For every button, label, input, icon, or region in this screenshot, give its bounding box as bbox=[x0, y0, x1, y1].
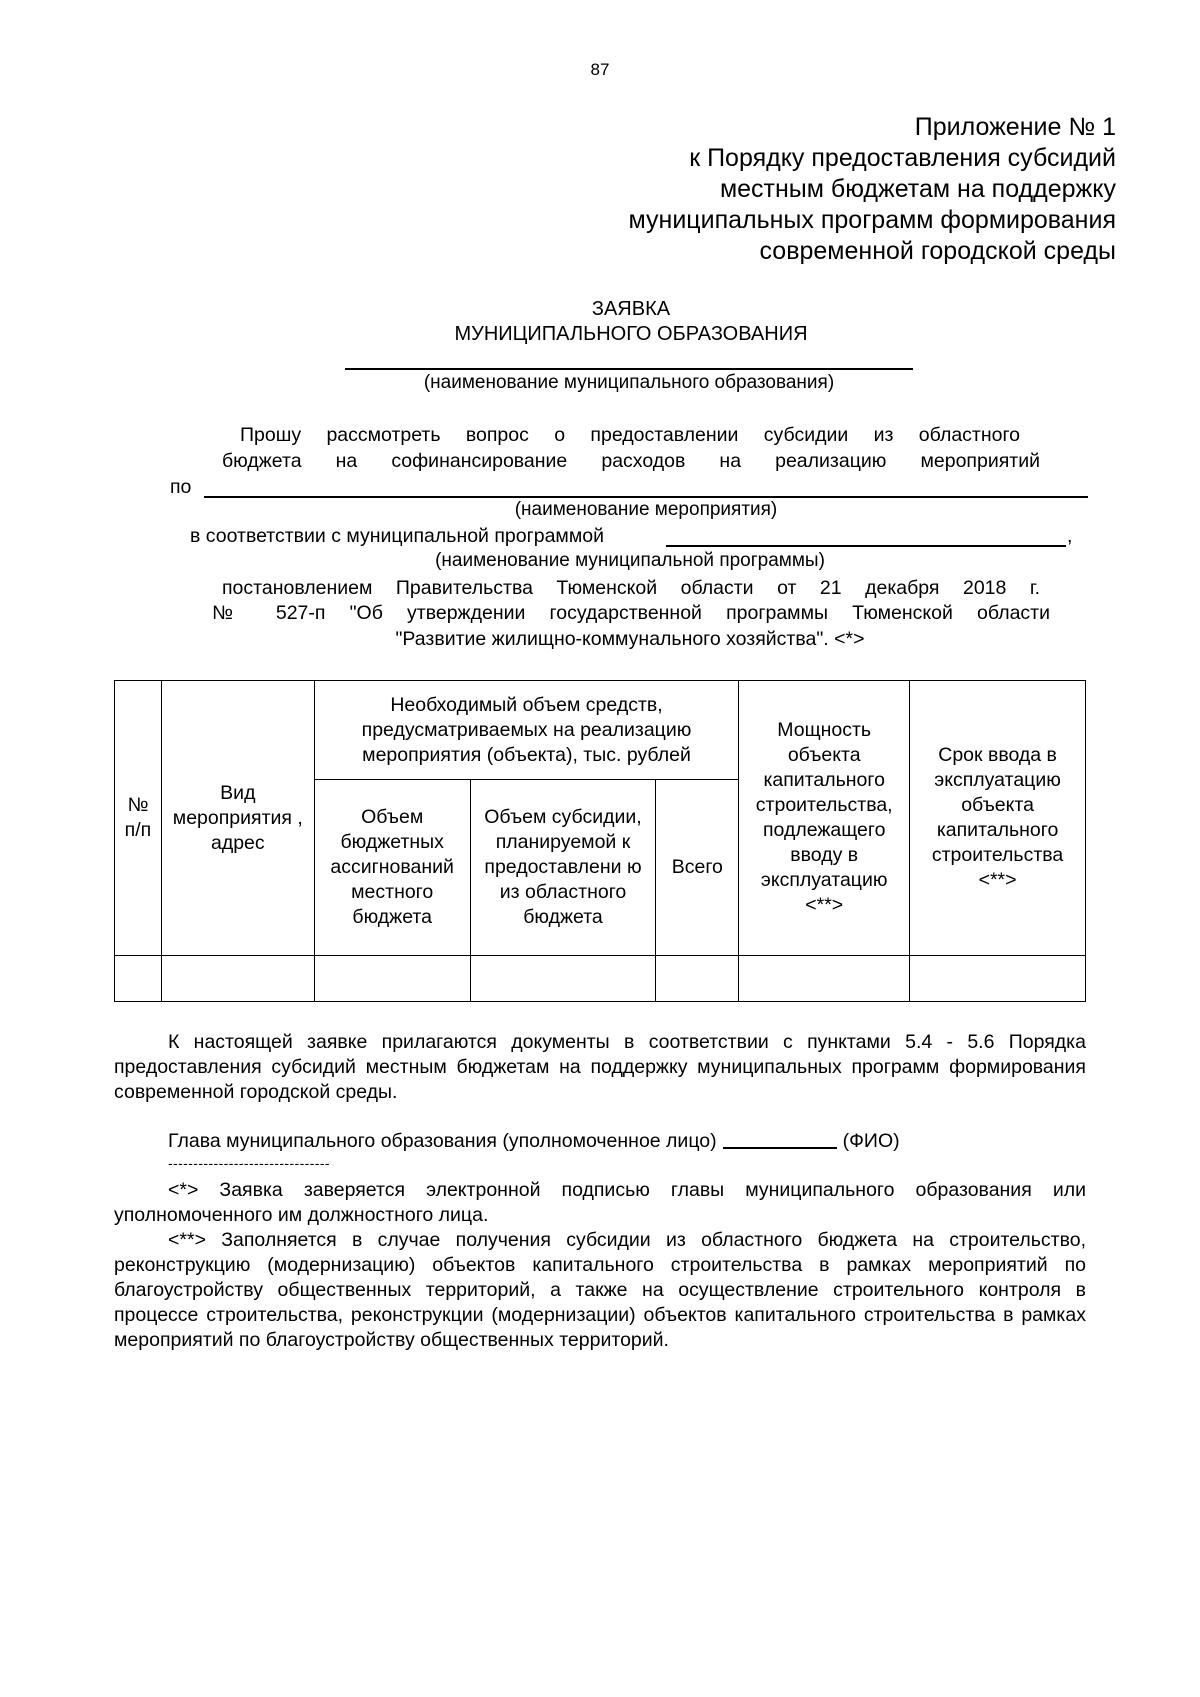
col-subsidy-header: Объем субсидии, планируемой к предоставлени ю из областного бюджета bbox=[470, 780, 656, 956]
table-cell bbox=[115, 956, 162, 1002]
appendix-line: муниципальных программ формирования bbox=[628, 206, 1116, 234]
col-term-header: Срок ввода в эксплуатацию объекта капитального строительства <**> bbox=[910, 681, 1086, 956]
table-row bbox=[115, 956, 1086, 1002]
request-table bbox=[114, 680, 1086, 1002]
footnote-1: <*> Заявка заверяется электронной подписью главы муниципального образования или уполномоченного им должностного лица. bbox=[114, 1179, 1086, 1226]
decree-line-1: постановлением Правительства Тюменской области от 21 декабря 2018 г. bbox=[222, 577, 1040, 599]
table-cell bbox=[656, 956, 739, 1002]
footnote-separator: -------------------------------- bbox=[168, 1155, 330, 1171]
footnotes bbox=[114, 1178, 1086, 1353]
table-cell bbox=[161, 956, 314, 1002]
appendix-line: Приложение № 1 bbox=[914, 113, 1116, 141]
attachments-text: К настоящей заявке прилагаются документы в соответствии с пунктами 5.4 - 5.6 Порядка предоставления субсидий местным бюджетам на поддержку муниципальных программ формирования современной городской среды. bbox=[114, 1031, 1086, 1103]
col-local-budget-header: Объем бюджетных ассигнований местного бюджета bbox=[314, 780, 470, 956]
signature-line bbox=[168, 1130, 900, 1153]
request-line-1: Прошу рассмотреть вопрос о предоставлении субсидии из областного bbox=[240, 424, 1020, 446]
appendix-line: к Порядку предоставления субсидий bbox=[689, 144, 1116, 172]
decree-line-3: "Развитие жилищно-коммунального хозяйства". <*> bbox=[395, 628, 865, 650]
decree-line-2: № 527-п "Об утверждении государственной программы Тюменской области bbox=[212, 602, 1050, 624]
table-cell bbox=[910, 956, 1086, 1002]
signature-blank bbox=[723, 1147, 837, 1149]
col-number-header: № п/п bbox=[115, 681, 162, 956]
table-cell bbox=[314, 956, 470, 1002]
event-caption: (наименование мероприятия) bbox=[514, 499, 778, 520]
title-line: ЗАЯВКА bbox=[591, 298, 671, 320]
municipality-caption: (наименование муниципального образования) bbox=[423, 372, 835, 393]
program-label: в соответствии с муниципальной программой bbox=[190, 525, 604, 547]
program-blank-line bbox=[666, 545, 1066, 547]
document-title bbox=[0, 297, 1200, 347]
col-capacity-header: Мощность объекта капитального строительства, подлежащего вводу в эксплуатацию <**> bbox=[739, 681, 910, 956]
col-kind-header: Вид мероприятия , адрес bbox=[161, 681, 314, 956]
municipality-blank-line bbox=[345, 368, 913, 370]
po-label: по bbox=[170, 476, 192, 498]
footnote-2: <**> Заполняется в случае получения субсидии из областного бюджета на строительство, реконструкцию (модернизацию) объектов капитального строительства в рамках мероприятий по благоустройству общественных территорий, а также на осуществление строительного контроля в процессе строительства, реконструкции (модернизации) объектов капитального строительства в рамках мероприятий по благоустройству общественных территорий. bbox=[114, 1229, 1086, 1351]
attachments-paragraph bbox=[114, 1030, 1086, 1105]
program-caption: (наименование муниципальной программы) bbox=[435, 550, 825, 571]
event-blank-line bbox=[204, 496, 1088, 498]
col-funds-group-header: Необходимый объем средств, предусматриваемых на реализацию мероприятия (объекта), тыс. рублей bbox=[314, 681, 739, 780]
appendix-header bbox=[629, 112, 1116, 267]
appendix-line: современной городской среды bbox=[759, 237, 1116, 265]
appendix-line: местным бюджетам на поддержку bbox=[719, 175, 1116, 203]
signature-label: Глава муниципального образования (уполномоченное лицо) bbox=[168, 1130, 717, 1152]
program-comma: , bbox=[1067, 525, 1073, 547]
table-cell bbox=[470, 956, 656, 1002]
request-line-2: бюджета на софинансирование расходов на реализацию мероприятий bbox=[222, 450, 1040, 472]
title-line: МУНИЦИПАЛЬНОГО ОБРАЗОВАНИЯ bbox=[454, 323, 808, 345]
table-cell bbox=[739, 956, 910, 1002]
fio-label: (ФИО) bbox=[842, 1130, 900, 1152]
col-total-header: Всего bbox=[656, 780, 739, 956]
page-number: 87 bbox=[590, 60, 610, 79]
